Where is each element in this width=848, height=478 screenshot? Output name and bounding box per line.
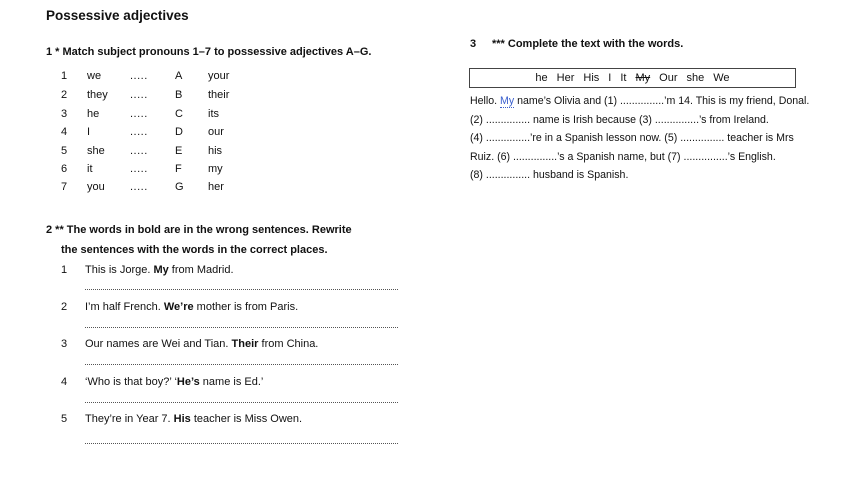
possessive-adjective: your	[208, 70, 230, 82]
sentence-text: ‘Who is that boy?’ ‘	[85, 376, 177, 388]
bold-word: He’s	[176, 376, 200, 388]
word-box	[469, 68, 796, 88]
item-sentence	[85, 413, 302, 425]
sentence-text: They’re in Year 7.	[85, 413, 174, 425]
option-letter: G	[175, 181, 184, 193]
possessive-adjective: its	[208, 108, 219, 120]
subject-pronoun: they	[87, 89, 108, 101]
possessive-adjective: my	[208, 163, 223, 175]
option-letter: D	[175, 126, 183, 138]
answer-line[interactable]	[85, 402, 398, 403]
exercise-1-instruction: 1 * Match subject pronouns 1–7 to possessive adjectives A–G.	[46, 46, 372, 58]
answer-line[interactable]	[85, 364, 398, 365]
text-line-4: Ruiz. (6) ...............’s a Spanish name, but (7) ...............’s English.	[470, 151, 776, 163]
word-his: His	[583, 72, 600, 84]
example-answer: My	[500, 95, 515, 107]
item-number: 3	[61, 338, 68, 350]
subject-pronoun: we	[87, 70, 102, 82]
option-letter: E	[175, 145, 183, 157]
item-sentence	[85, 376, 263, 388]
sentence-text: mother is from Paris.	[193, 301, 299, 313]
answer-blank[interactable]: .....	[130, 126, 148, 138]
word-we: We	[713, 72, 730, 84]
word-she: she	[686, 72, 705, 84]
bold-word: My	[153, 264, 169, 276]
bold-word: His	[173, 413, 191, 425]
answer-blank[interactable]: .....	[130, 70, 148, 82]
subject-pronoun: I	[87, 126, 91, 138]
sentence-text: I’m half French.	[85, 301, 164, 313]
word-her: Her	[556, 72, 575, 84]
subject-pronoun: he	[87, 108, 100, 120]
sentence-text: This is Jorge.	[85, 264, 154, 276]
bold-word: We’re	[163, 301, 194, 313]
row-number: 4	[61, 126, 68, 138]
item-number: 1	[61, 264, 68, 276]
answer-blank[interactable]: .....	[130, 181, 148, 193]
answer-blank[interactable]: .....	[130, 163, 148, 175]
word-it: It	[620, 72, 627, 84]
word-my-crossed-out: My	[635, 72, 651, 84]
text-segment: name’s Olivia and (1) ...............’m 14. This is my friend, Donal.	[514, 95, 810, 107]
row-number: 1	[61, 70, 68, 82]
exercise-2-instruction-line-2: the sentences with the words in the correct places.	[61, 244, 328, 256]
answer-blank[interactable]: .....	[130, 108, 148, 120]
exercise-2-instruction-line-1: 2 ** The words in bold are in the wrong sentences. Rewrite	[46, 224, 352, 236]
text-line-1	[470, 95, 809, 107]
answer-line[interactable]	[85, 327, 398, 328]
item-sentence	[85, 338, 318, 350]
text-line-5: (8) ............... husband is Spanish.	[470, 169, 629, 181]
exercise-3-instruction: *** Complete the text with the words.	[492, 38, 684, 50]
item-sentence	[85, 301, 298, 313]
option-letter: B	[175, 89, 183, 101]
option-letter: A	[175, 70, 183, 82]
possessive-adjective: our	[208, 126, 224, 138]
answer-blank[interactable]: .....	[130, 89, 148, 101]
row-number: 6	[61, 163, 68, 175]
sentence-text: from China.	[258, 338, 319, 350]
sentence-text: Our names are Wei and Tian.	[85, 338, 232, 350]
text-line-2: (2) ............... name is Irish because (3) ...............’s from Ireland.	[470, 114, 769, 126]
possessive-adjective: her	[208, 181, 224, 193]
possessive-adjective: their	[208, 89, 230, 101]
sentence-text: name is Ed.’	[199, 376, 264, 388]
row-number: 7	[61, 181, 68, 193]
sentence-text: from Madrid.	[168, 264, 234, 276]
page-title: Possessive adjectives	[46, 8, 189, 23]
subject-pronoun: she	[87, 145, 105, 157]
word-our: Our	[659, 72, 678, 84]
subject-pronoun: it	[87, 163, 93, 175]
possessive-adjective: his	[208, 145, 223, 157]
answer-line[interactable]	[85, 289, 398, 290]
sentence-text: teacher is Miss Owen.	[190, 413, 303, 425]
option-letter: F	[175, 163, 182, 175]
item-sentence	[85, 264, 234, 276]
answer-blank[interactable]: .....	[130, 145, 148, 157]
item-number: 4	[61, 376, 68, 388]
subject-pronoun: you	[87, 181, 105, 193]
exercise-3-number: 3	[470, 38, 477, 50]
option-letter: C	[175, 108, 183, 120]
item-number: 2	[61, 301, 68, 313]
row-number: 2	[61, 89, 68, 101]
item-number: 5	[61, 413, 68, 425]
word-i: I	[608, 72, 612, 84]
bold-word: Their	[231, 338, 259, 350]
row-number: 5	[61, 145, 68, 157]
answer-line[interactable]	[85, 443, 398, 444]
row-number: 3	[61, 108, 68, 120]
text-segment: Hello.	[470, 95, 501, 107]
text-line-3: (4) ...............’re in a Spanish lesson now. (5) ............... teacher is Mrs	[470, 132, 794, 144]
word-he: he	[535, 72, 548, 84]
